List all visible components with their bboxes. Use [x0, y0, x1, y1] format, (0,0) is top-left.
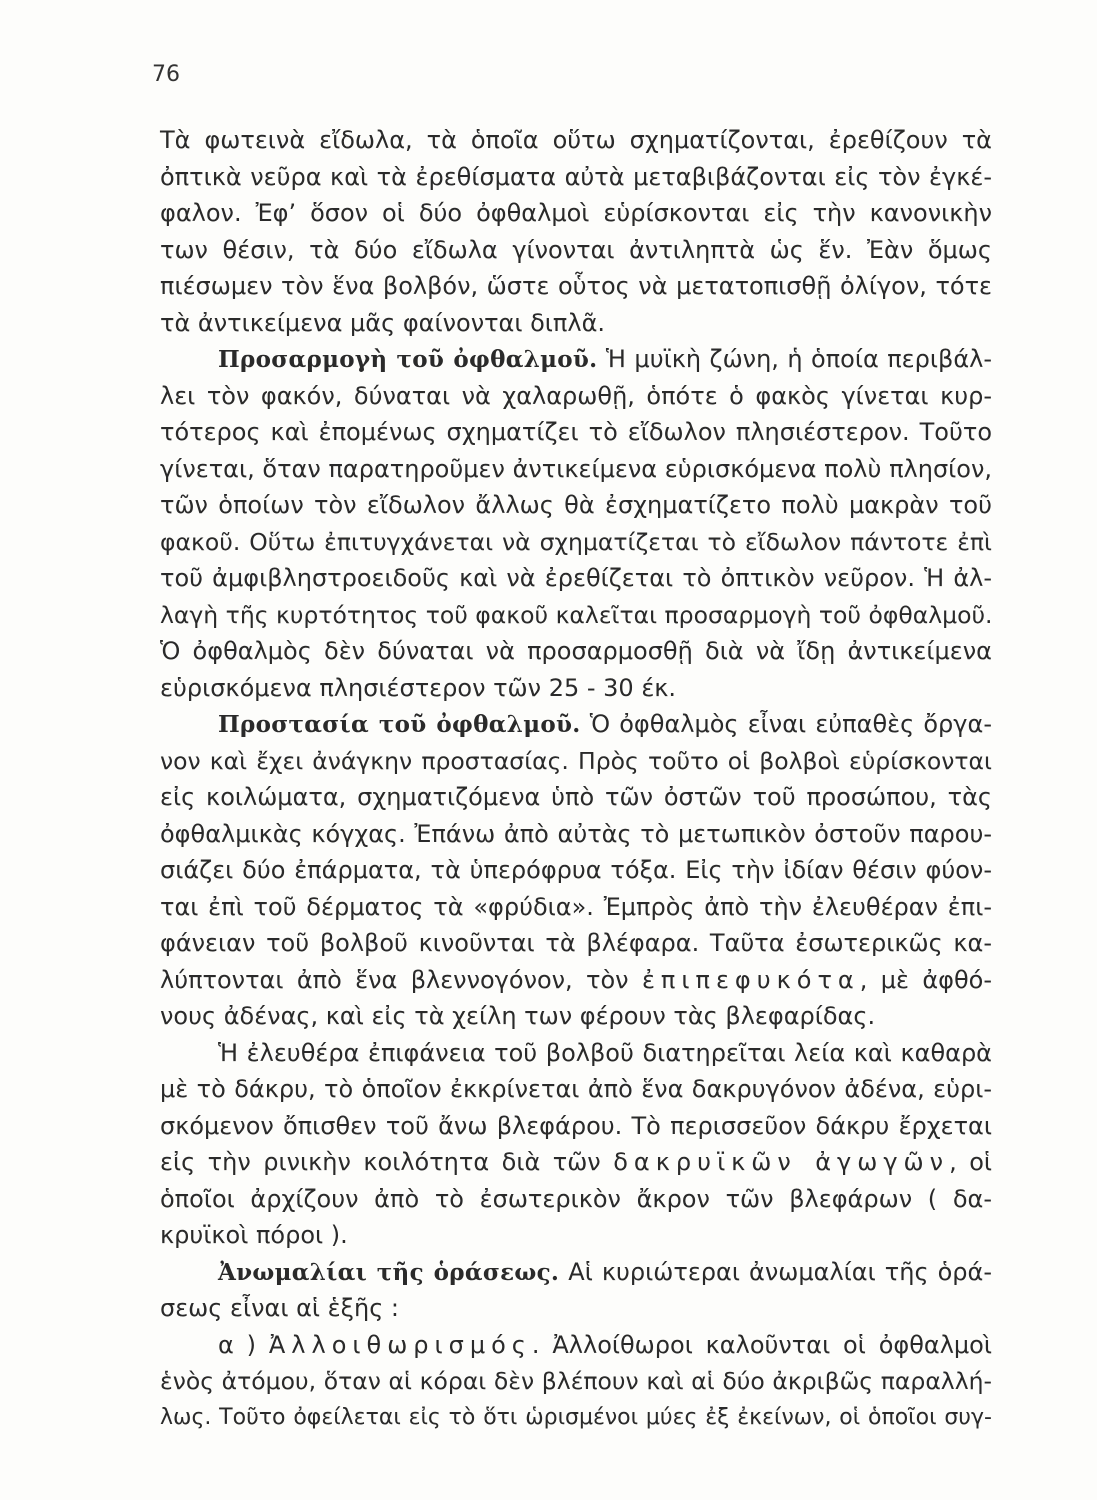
text-line: λει τὸν φακόν, δύναται νὰ χαλαρωθῇ, ὁπότε ὁ φακὸς γίνεται κυρ-	[160, 381, 992, 410]
text-line: τῶν ὁποίων τὸν εἴδωλον ἄλλως θὰ ἐσχηματίζετο πολὺ μακρὰν τοῦ	[160, 491, 992, 519]
text-line: ὁποῖοι ἀρχίζουν ἀπὸ τὸ ἐσωτερικὸν ἄκρον τῶν βλεφάρων ( δα-	[160, 1184, 992, 1213]
text-line: εἰς κοιλώματα, σχηματιζόμενα ὑπὸ τῶν ὀστῶν τοῦ προσώπου, τὰς	[160, 783, 992, 811]
text-line: τὰ ἀντικείμενα μᾶς φαίνονται διπλᾶ.	[160, 308, 606, 337]
text-line: ὀφθαλμικὰς κόγχας. Ἐπάνω ἀπὸ αὐτὰς τὸ μετωπικὸν ὀστοῦν παρου-	[160, 819, 992, 848]
text-line: λαγὴ τῆς κυρτότητος τοῦ φακοῦ καλεῖται προσαρμογὴ τοῦ ὀφθαλμοῦ.	[160, 600, 993, 629]
spaced-term: ἐπιπεφυκότα	[641, 965, 860, 994]
text-line: νους ἀδένας, καὶ εἰς τὰ χείλη των φέρουν τὰς βλεφαρίδας.	[160, 1002, 876, 1030]
text-line: φακοῦ. Οὕτω ἐπιτυγχάνεται νὰ σχηματίζεται τὸ εἴδωλον πάντοτε ἐπὶ	[160, 527, 992, 556]
text-line: σεως εἶναι αἱ ἑξῆς :	[160, 1294, 400, 1322]
section-line: Προσαρμογὴ τοῦ ὀφθαλμοῦ. Ἡ μυϊκὴ ζώνη, ἡ ὁποία περιβάλ-	[218, 345, 992, 373]
section-line: Προστασία τοῦ ὀφθαλμοῦ. Ὁ ὀφθαλμὸς εἶναι εὐπαθὲς ὄργα-	[218, 710, 992, 738]
text-line: ὀπτικὰ νεῦρα καὶ τὰ ἐρεθίσματα αὐτὰ μεταβιβάζονται εἰς τὸν ἐγκέ-	[160, 162, 992, 191]
page-number: 76	[152, 62, 180, 87]
text-line: εὑρισκόμενα πλησιέστερον τῶν 25 - 30 έκ.	[160, 673, 677, 702]
text-line: φαλον. Ἐφ’ ὅσον οἱ δύο ὀφθαλμοὶ εὑρίσκονται εἰς τὴν κανονικὴν	[160, 199, 992, 227]
text-line: τότερος καὶ ἐπομένως σχηματίζει τὸ εἴδωλον πλησιέστερον. Τοῦτο	[160, 418, 992, 446]
text-line: ται ἐπὶ τοῦ δέρματος τὰ «φρύδια». Ἐμπρὸς ἀπὸ τὴν ἐλευθέραν ἐπι-	[160, 892, 992, 921]
text-line: σκόμενον ὄπισθεν τοῦ ἄνω βλεφάρου. Τὸ περισσεῦον δάκρυ ἔρχεται	[160, 1111, 992, 1140]
text-line: ἑνὸς ἀτόμου, ὅταν αἱ κόραι δὲν βλέπουν καὶ αἱ δύο ἀκριβῶς παραλλή-	[160, 1367, 992, 1395]
text-line: Τὰ φωτεινὰ εἴδωλα, τὰ ὁποῖα οὕτω σχηματίζονται, ἐρεθίζουν τὰ	[160, 126, 992, 154]
text-line: φάνειαν τοῦ βολβοῦ κινοῦνται τὰ βλέφαρα. Ταῦτα ἐσωτερικῶς κα-	[160, 929, 992, 957]
text-line: λύπτονται ἀπὸ ἕνα βλεννογόνον, τὸν ἐπιπεφυκότα, μὲ ἀφθό-	[160, 965, 992, 994]
text-line: Ὁ ὀφθαλμὸς δὲν δύναται νὰ προσαρμοσθῇ διὰ νὰ ἴδῃ ἀντικείμενα	[160, 637, 992, 665]
section-heading: Ἀνωμαλίαι τῆς ὁράσεως.	[218, 1258, 560, 1286]
section-heading: Προσαρμογὴ τοῦ ὀφθαλμοῦ.	[218, 346, 598, 373]
text-line: κρυϊκοὶ πόροι ).	[160, 1221, 348, 1249]
text-line: α ) Ἀλλοιθωρισμός. Ἀλλοίθωροι καλοῦνται οἱ ὀφθαλμοὶ	[218, 1330, 992, 1359]
text-line: σιάζει δύο ἐπάρματα, τὰ ὑπερόφρυα τόξα. Εἰς τὴν ἰδίαν θέσιν φύον-	[160, 856, 992, 884]
text-line: λως. Τοῦτο ὀφείλεται εἰς τὸ ὅτι ὡρισμένοι μύες ἐξ ἐκείνων, οἱ ὁποῖοι συγ-	[160, 1404, 992, 1430]
text-line: των θέσιν, τὰ δύο εἴδωλα γίνονται ἀντιληπτὰ ὡς ἕν. Ἐὰν ὅμως	[160, 235, 992, 264]
text-line: γίνεται, ὅταν παρατηροῦμεν ἀντικείμενα εὑρισκόμενα πολὺ πλησίον,	[160, 454, 992, 483]
section-heading: Προστασία τοῦ ὀφθαλμοῦ.	[218, 711, 581, 738]
text-line: πιέσωμεν τὸν ἕνα βολβόν, ὥστε οὗτος νὰ μετατοπισθῇ ὀλίγον, τότε	[160, 272, 992, 300]
spaced-term: Ἀλλοιθωρισμός	[268, 1330, 532, 1359]
body-text	[160, 122, 992, 1436]
text-line: εἰς τὴν ρινικὴν κοιλότητα διὰ τῶν δακρυϊκῶν ἀγωγῶν, οἱ	[160, 1148, 993, 1176]
text-line: μὲ τὸ δάκρυ, τὸ ὁποῖον ἐκκρίνεται ἀπὸ ἕνα δακρυγόνον ἀδένα, εὑρι-	[160, 1075, 992, 1103]
text-line: τοῦ ἀμφιβληστροειδοῦς καὶ νὰ ἐρεθίζεται τὸ ὀπτικὸν νεῦρον. Ἡ ἀλ-	[160, 564, 992, 592]
text-line: νον καὶ ἔχει ἀνάγκην προστασίας. Πρὸς τοῦτο οἱ βολβοὶ εὑρίσκονται	[160, 746, 992, 775]
text-line: Ἡ ἐλευθέρα ἐπιφάνεια τοῦ βολβοῦ διατηρεῖται λεία καὶ καθαρὰ	[218, 1038, 992, 1067]
spaced-term: δακρυϊκῶν ἀγωγῶν	[613, 1148, 950, 1176]
section-line: Ἀνωμαλίαι τῆς ὁράσεως. Αἱ κυριώτεραι ἀνωμαλίαι τῆς ὁρά-	[218, 1257, 993, 1286]
